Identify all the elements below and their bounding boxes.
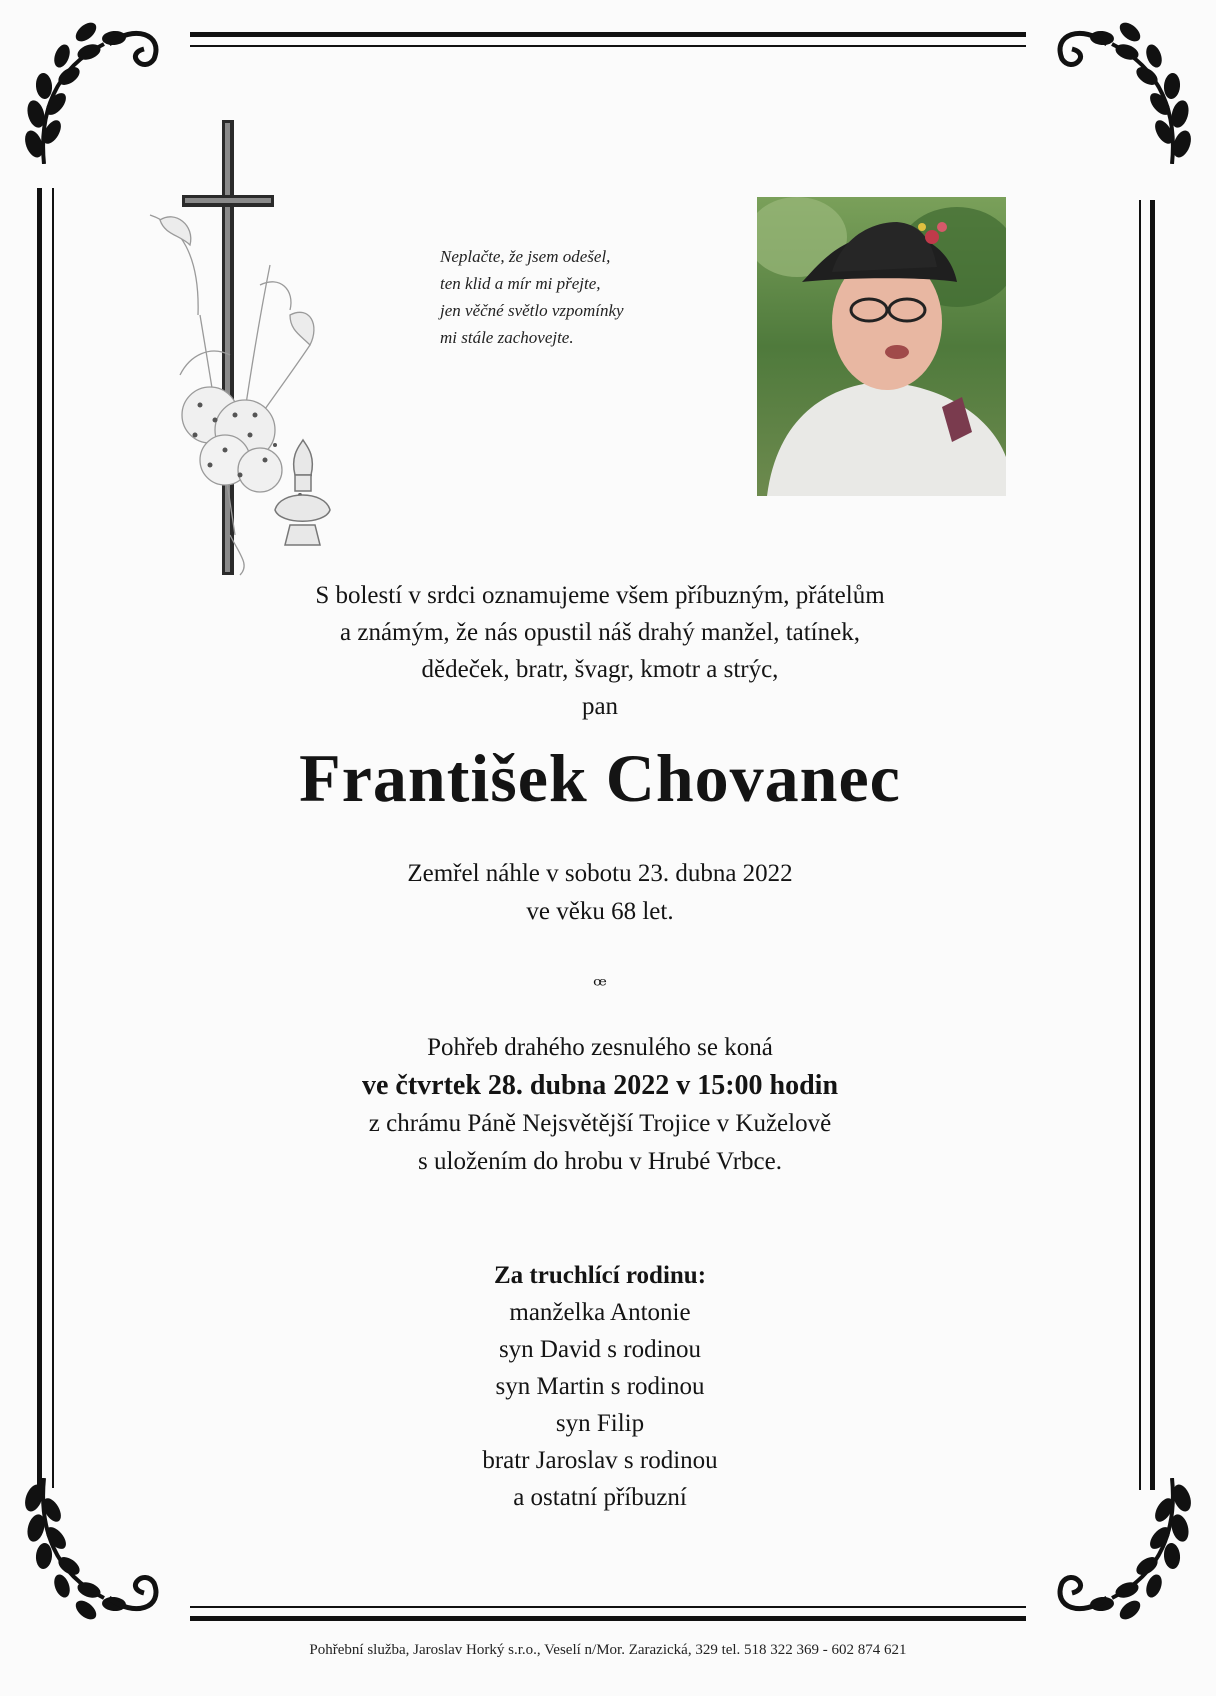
family-member: a ostatní příbuzní [513,1484,687,1511]
family-heading: Za truchlící rodinu: [493,1262,707,1289]
death-info [200,855,1000,931]
poem-line: Neplačte, že jsem odešel, [440,247,611,266]
left-border-thin [52,188,54,1488]
poem-line: jen věčné světlo vzpomínky [440,301,624,320]
footer-funeral-service: Pohřební služba, Jaroslav Horký s.r.o., Veselí n/Mor. Zarazická, 329 tel. 518 322 369 - 602 874 621 [309,1642,907,1658]
announcement [200,577,1000,725]
funeral-place: z chrámu Páně Nejsvětější Trojice v Kuželově [368,1110,832,1137]
top-border-thick [190,32,1026,37]
funeral-datetime: ve čtvrtek 28. dubna 2022 v 15:00 hodin [361,1070,839,1101]
announcement-line: pan [581,693,619,720]
top-border-thin [190,45,1026,47]
funeral-intro: Pohřeb drahého zesnulého se koná [427,1034,773,1061]
poem [440,243,720,351]
announcement-line: dědeček, bratr, švagr, kmotr a strýc, [421,656,779,683]
deceased-name: František Chovanec [299,740,901,816]
family [200,1257,1000,1516]
cross-icon [182,120,274,575]
cross-with-flowers-illustration [140,115,370,580]
left-border-thick [37,188,42,1488]
age: ve věku 68 let. [526,898,674,925]
laurel-corner-icon [14,1478,164,1628]
funeral-burial: s uložením do hrobu v Hrubé Vrbce. [418,1148,782,1175]
family-member: syn Filip [555,1410,645,1437]
right-border-thick [1150,200,1155,1490]
announcement-line: S bolestí v srdci oznamujeme všem příbuzným, přátelům [315,582,885,609]
ornament-icon: ꟹ [593,973,607,998]
announcement-line: a známým, že nás opustil náš drahý manžel, tatínek, [340,619,860,646]
family-member: syn David s rodinou [498,1336,702,1363]
bottom-border-thin [190,1606,1026,1608]
poem-line: ten klid a mír mi přejte, [440,274,601,293]
laurel-corner-icon [1052,14,1202,164]
laurel-corner-icon [1052,1478,1202,1628]
bottom-border-thick [190,1616,1026,1621]
family-member: manželka Antonie [509,1299,691,1326]
poem-line: mi stále zachovejte. [440,328,574,347]
oil-lamp-icon [275,440,330,545]
family-member: syn Martin s rodinou [495,1373,705,1400]
portrait-photo [757,197,1006,496]
funeral-info [200,1029,1000,1181]
family-member: bratr Jaroslav s rodinou [482,1447,718,1474]
death-date: Zemřel náhle v sobotu 23. dubna 2022 [407,860,793,887]
right-border-thin [1139,200,1141,1490]
